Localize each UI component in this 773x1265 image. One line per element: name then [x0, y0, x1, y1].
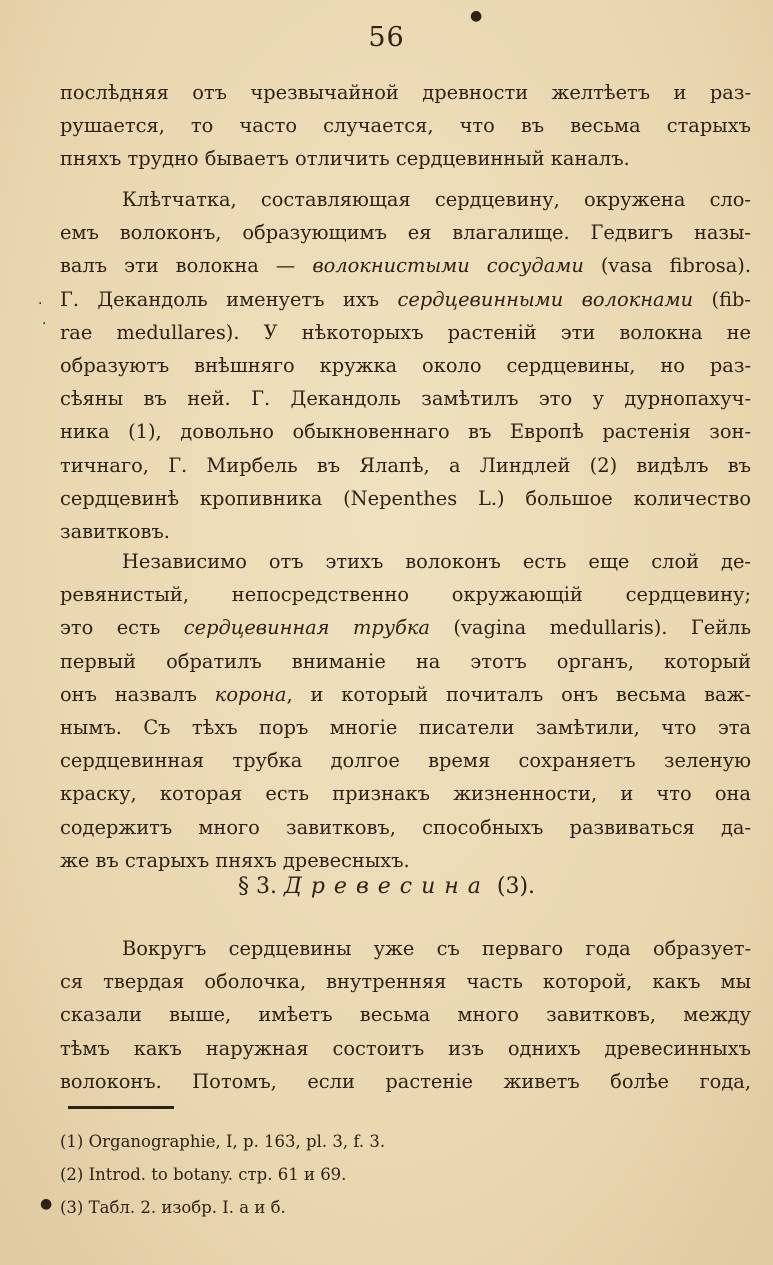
section-title: Древесина [283, 874, 490, 899]
footnote: (1) Organographie, I, p. 163, pl. 3, f. 3. [60, 1132, 386, 1151]
italic-term: сердцевинными волокнами [397, 287, 694, 311]
text-line: содержитъ много завитковъ, способныхъ развиваться да- [60, 815, 751, 839]
text-line: сказали выше, имѣетъ весьма много завитковъ, между [60, 1003, 751, 1027]
text-line-with-italic [60, 283, 751, 316]
italic-term: волокнистыми сосудами [312, 254, 584, 278]
italic-term: сердцевинная трубка [183, 616, 430, 640]
text-line: ника (1), довольно обыкновеннаго въ Европѣ растенія зон- [60, 420, 751, 444]
section-heading [0, 874, 773, 899]
text-line: сердцевинная трубка долгое время сохраняетъ зеленую [60, 749, 751, 773]
text-line-with-italic [60, 249, 751, 282]
text-line: Вокругъ сердцевины уже съ перваго года образует- [122, 937, 751, 960]
text-line: Независимо отъ этихъ волоконъ есть еще слой де- [122, 550, 751, 573]
ink-dot: · [42, 316, 47, 332]
ink-dot: ● [470, 8, 483, 24]
text-line: ся твердая оболочка, внутренняя часть которой, какъ мы [60, 970, 751, 994]
text-span: это есть [60, 616, 161, 640]
ink-dot: . [38, 292, 43, 308]
text-line: образуютъ внѣшняго кружка около сердцевины, но раз- [60, 353, 751, 377]
text-line: нымъ. Съ тѣхъ поръ многіе писатели замѣтили, что эта [60, 715, 751, 739]
text-line-with-italic [60, 678, 751, 711]
text-span: , и который почиталъ онъ весьма важ- [286, 682, 751, 706]
italic-term: корона [214, 682, 287, 706]
text-line: rae medullares). У нѣкоторыхъ растеній эти волокна не [60, 320, 751, 344]
footnote: (3) Табл. 2. изобр. I. а и б. [60, 1198, 286, 1217]
text-span: (fib- [711, 287, 751, 311]
footnotes [60, 1125, 750, 1224]
text-line: рушается, то часто случается, что въ весьма старыхъ [60, 114, 751, 138]
text-line: первый обратилъ вниманіе на этотъ органъ, который [60, 649, 751, 673]
text-span: Г. Декандоль именуетъ ихъ [60, 287, 380, 311]
text-line: же въ старыхъ пняхъ древесныхъ. [60, 848, 410, 872]
text-line: сердцевинѣ кропивника (Nepenthes L.) большое количество [60, 486, 751, 510]
text-line: пняхъ трудно бываетъ отличить сердцевинный каналъ. [60, 147, 630, 171]
text-span: (vasa fibrosa). [600, 254, 751, 278]
text-line: тичнаго, Г. Мирбель въ Ялапѣ, а Линдлей (2) видѣлъ въ [60, 453, 751, 477]
paragraph-2 [60, 183, 751, 548]
text-line-with-italic [60, 611, 751, 644]
footnote-divider [68, 1106, 174, 1109]
text-line: послѣдняя отъ чрезвычайной древности желтѣетъ и раз- [60, 81, 751, 104]
paragraph-3 [60, 545, 751, 877]
text-line: емъ волоконъ, образующимъ ея влагалище. Гедвигъ назы- [60, 221, 751, 245]
ink-dot: ● [40, 1196, 53, 1212]
paragraph-1 [60, 76, 751, 176]
section-number: § 3. [237, 874, 277, 899]
text-line: завитковъ. [60, 519, 170, 543]
footnote: (2) Introd. to botany. стр. 61 и 69. [60, 1165, 347, 1184]
paragraph-4 [60, 932, 751, 1098]
text-span: валъ эти волокна — [60, 254, 296, 278]
text-line: краску, которая есть признакъ жизненности, и что она [60, 782, 751, 806]
text-line: тѣмъ какъ наружная состоитъ изъ однихъ древесинныхъ [60, 1036, 751, 1060]
text-line: Клѣтчатка, составляющая сердцевину, окружена сло- [122, 188, 751, 211]
text-span: (vagina medullaris). Гейль [453, 616, 751, 640]
text-span: онъ назвалъ [60, 682, 197, 706]
text-line: сѣяны въ ней. Г. Декандоль замѣтилъ это у дурнопахуч- [60, 387, 751, 411]
page-number: 56 [368, 22, 405, 53]
text-line: ревянистый, непосредственно окружающій сердцевину; [60, 583, 751, 607]
text-line: волоконъ. Потомъ, если растеніе живетъ болѣе года, [60, 1069, 751, 1093]
section-note: (3). [496, 874, 536, 899]
